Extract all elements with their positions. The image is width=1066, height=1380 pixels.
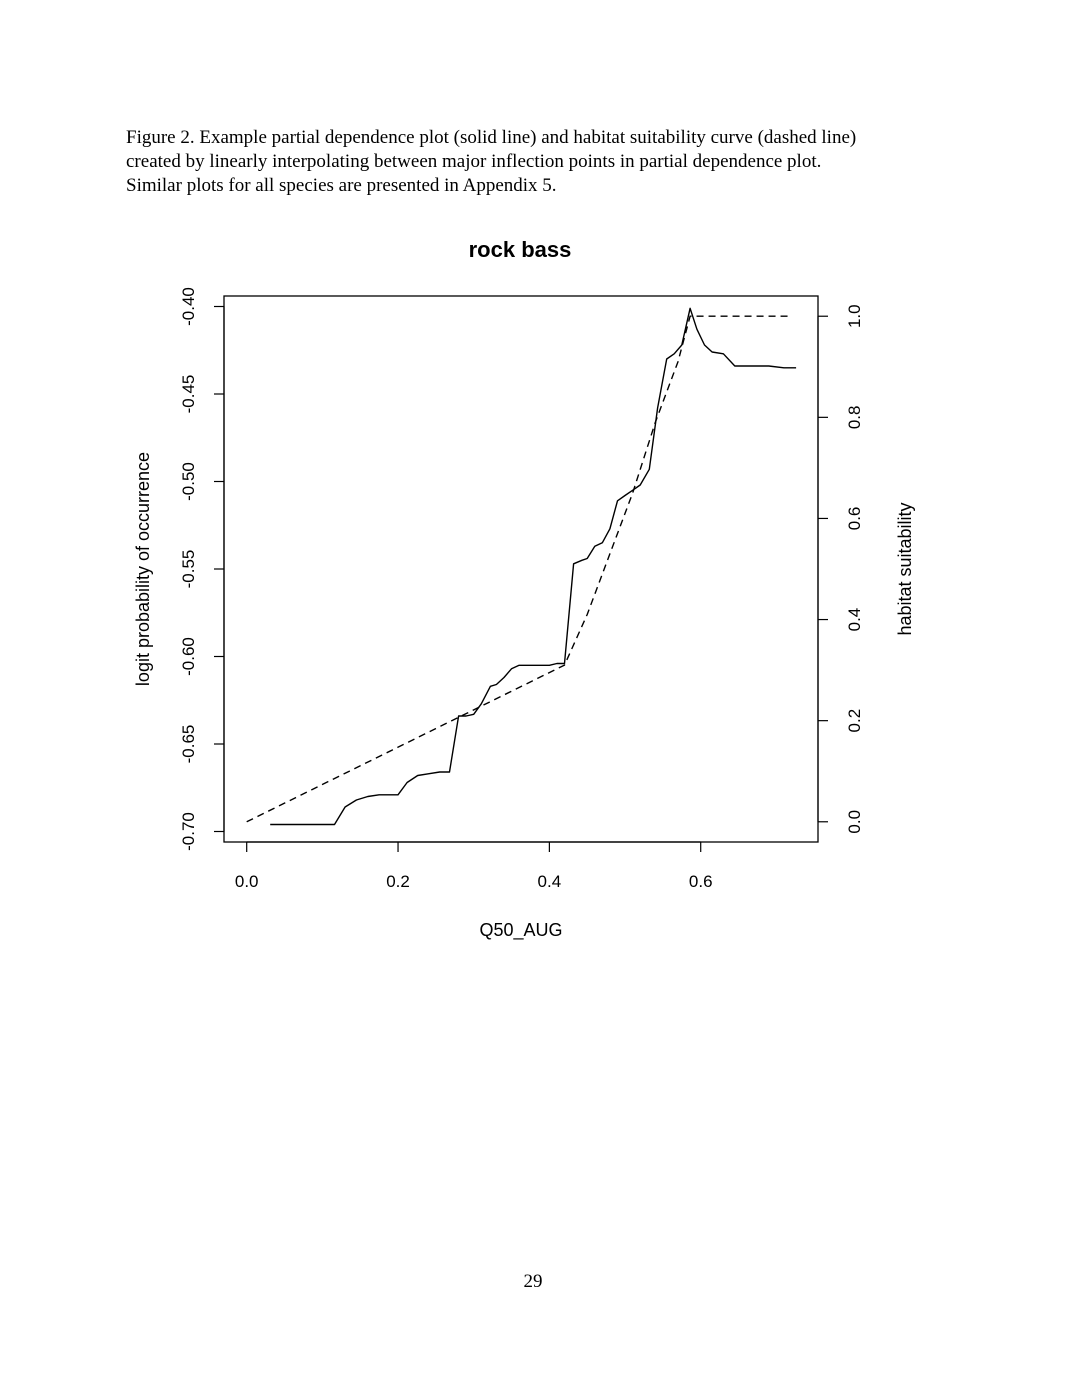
- x-axis-label: Q50_AUG: [479, 920, 563, 940]
- y-tick-label: -0.45: [179, 374, 198, 414]
- caption-line-1: Figure 2. Example partial dependence plot (solid line) and habitat suitability curve (dashed line): [126, 127, 857, 148]
- y2-tick-label: 1.0: [845, 304, 864, 329]
- series-layer: [247, 308, 796, 824]
- y2-tick-label: 0.8: [845, 405, 864, 430]
- y2-tick-label: 0.0: [845, 809, 864, 834]
- x-tick-label: 0.4: [537, 872, 562, 891]
- y-axis-label: logit probability of occurrence: [133, 451, 153, 687]
- partial-dependence-line: [270, 308, 796, 824]
- x-axis: [235, 842, 713, 891]
- y2-tick-label: 0.2: [845, 708, 864, 733]
- y-tick-label: -0.55: [179, 549, 198, 589]
- y2-tick-label: 0.6: [845, 506, 864, 531]
- y2-axis-label: habitat suitability: [895, 502, 915, 636]
- y-tick-label: -0.65: [179, 724, 198, 764]
- caption-line-3: Similar plots for all species are presented in Appendix 5.: [126, 175, 557, 196]
- chart-title: rock bass: [468, 237, 572, 262]
- plot-frame: [224, 296, 818, 842]
- y-tick-label: -0.60: [179, 637, 198, 676]
- x-tick-label: 0.0: [234, 872, 259, 891]
- page-number: 29: [523, 1271, 543, 1292]
- y-tick-label: -0.70: [179, 812, 198, 851]
- y-axis-right: [818, 304, 864, 833]
- y2-tick-label: 0.4: [845, 607, 864, 632]
- y-axis-left: [179, 287, 224, 851]
- x-tick-label: 0.2: [386, 872, 410, 891]
- x-tick-label: 0.6: [688, 872, 713, 891]
- habitat-suitability-line: [247, 316, 792, 822]
- y-tick-label: -0.40: [179, 287, 198, 326]
- y-tick-label: -0.50: [179, 462, 198, 501]
- caption-line-2: created by linearly interpolating between major inflection points in partial dependence plot.: [126, 151, 822, 172]
